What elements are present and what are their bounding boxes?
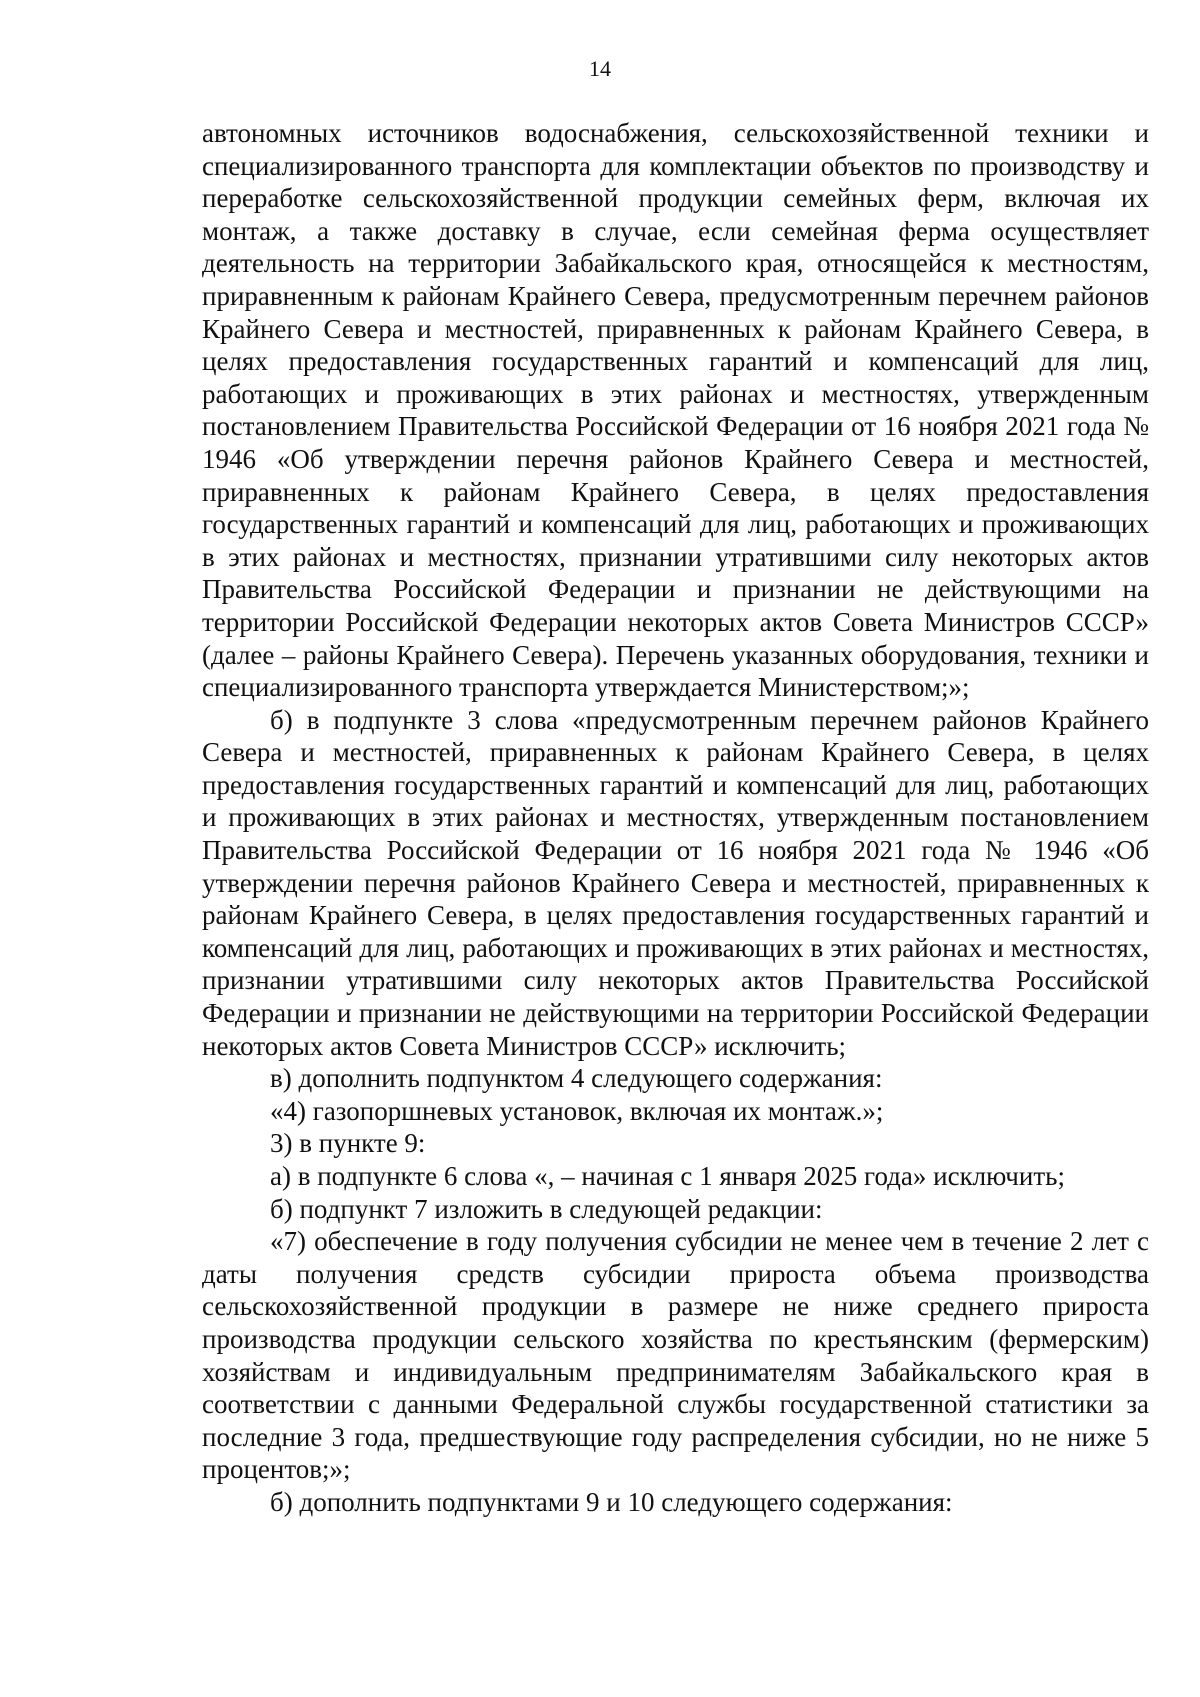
paragraph-subpoint-a: а) в подпункте 6 слова «, – начиная с 1 января 2025 года» исключить;	[270, 1161, 1065, 1191]
paragraph-subpoint-v: в) дополнить подпунктом 4 следующего содержания:	[270, 1063, 883, 1094]
paragraph-point-3: 3) в пункте 9:	[270, 1128, 426, 1159]
paragraph-subpoint-b-subpoint-3: б) в подпункте 3 слова «предусмотренным перечнем районов Крайнего Севера и местностей, приравненных к районам Крайнего Севера, в целях предоставления государственных гарантий и компенсаций для лиц, работающих и проживающих в этих районах и местностях, утвержденным постановлением Правительства Российской Федерации от 16 ноября 2021 года № 1946 «Об утверждении перечня районов Крайнего Севера и местностей, приравненных к районам Крайнего Севера, в целях предоставления государственных гарантий и компенсаций для лиц, работающих и проживающих в этих районах и местностях, признании утратившими силу некоторых актов Правительства Российской Федерации и признании не действующими на территории Российской Федерации некоторых актов Совета Министров СССР» исключить;	[202, 704, 1149, 1061]
paragraph-subpoint-b-add: б) дополнить подпунктами 9 и 10 следующего содержания:	[270, 1486, 953, 1517]
page-number: 14	[589, 56, 611, 81]
document-body	[202, 117, 1149, 1519]
paragraph-continuation: автономных источников водоснабжения, сельскохозяйственной техники и специализированного транспорта для комплектации объектов по производству и переработке сельскохозяйственной продукции семейных ферм, включая их монтаж, а также доставку в случае, если семейная ферма осуществляет деятельность на территории Забайкальского края, относящейся к местностям, приравненным к районам Крайнего Севера, предусмотренным перечнем районов Крайнего Севера и местностей, приравненных к районам Крайнего Севера, в целях предоставления государственных гарантий и компенсаций для лиц, работающих и проживающих в этих районах и местностях, утвержденным постановлением Правительства Российской Федерации от 16 ноября 2021 года № 1946 «Об утверждении перечня районов Крайнего Севера и местностей, приравненных к районам Крайнего Севера, в целях предоставления государственных гарантий и компенсаций для лиц, работающих и проживающих в этих районах и местностях, признании утратившими силу некоторых актов Правительства Российской Федерации и признании не действующими на территории Российской Федерации некоторых актов Совета Министров СССР» (далее – районы Крайнего Севера). Перечень указанных оборудования, техники и специализированного транспорта утверждается Министерством;»;	[202, 118, 1149, 703]
paragraph-quoted-subpoint-7: «7) обеспечение в году получения субсидии не менее чем в течение 2 лет с даты получения средств субсидии прироста объема производства сельскохозяйственной продукции в размере не ниже среднего прироста производства продукции сельского хозяйства по крестьянским (фермерским) хозяйствам и индивидуальным предпринимателям Забайкальского края в соответствии с данными Федеральной службы государственной статистики за последние 3 года, предшествующие году распределения субсидии, но не ниже 5 процентов;»;	[202, 1226, 1149, 1485]
paragraph-quoted-subpoint-4: «4) газопоршневых установок, включая их монтаж.»;	[270, 1095, 884, 1126]
paragraph-subpoint-b-redaction: б) подпункт 7 изложить в следующей редакции:	[270, 1193, 823, 1224]
